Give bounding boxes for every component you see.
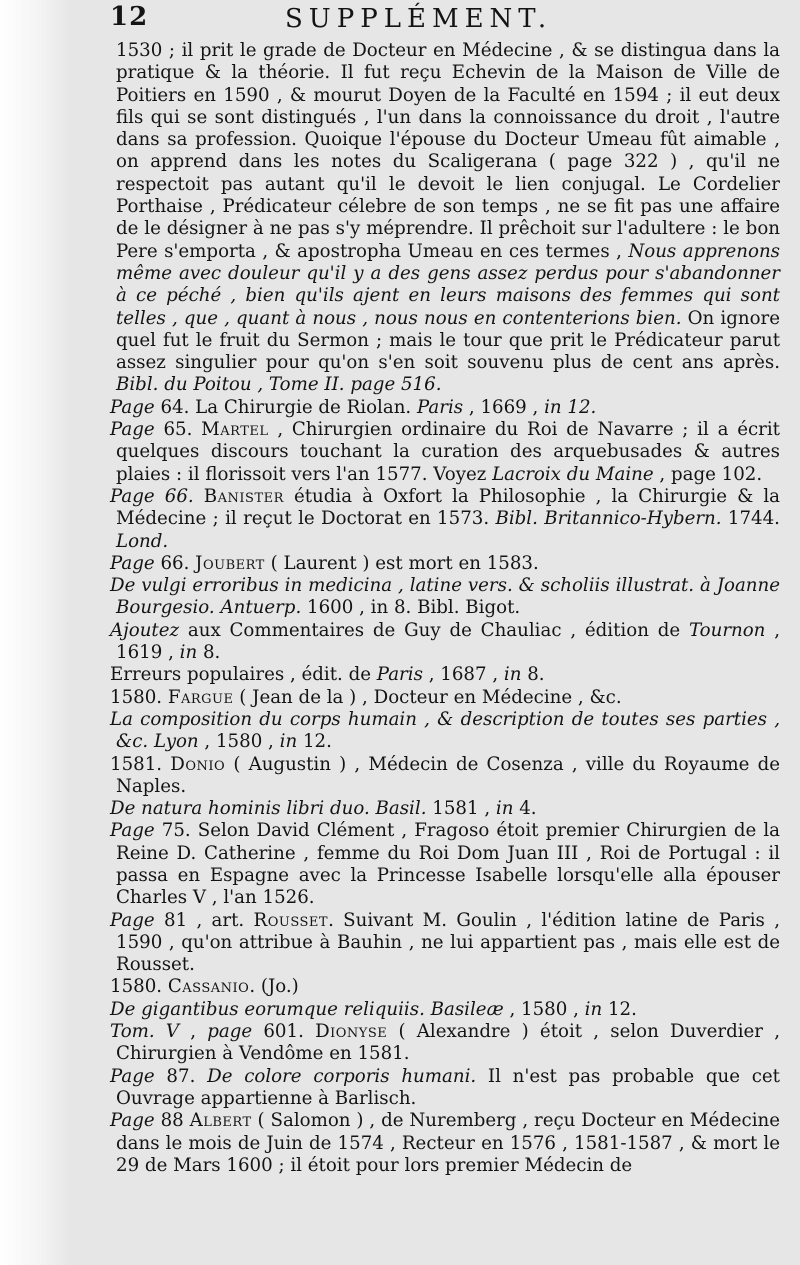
text-run: 66. — [154, 552, 196, 574]
entry-paragraph — [110, 910, 780, 977]
text-run: 81 , art. — [154, 909, 254, 931]
page-body — [110, 40, 780, 1177]
running-title: SUPPLÉMENT. — [285, 4, 553, 34]
entry-paragraph — [110, 1066, 780, 1111]
text-run: , Chirurgien ordinaire du Roi de Navarre ; il a écrit quelques discours touchant la curation des arquebusades & autres plaies : il florissoit vers l'an 1577. Voyez — [116, 419, 780, 485]
italic-text-run: Paris — [417, 396, 464, 418]
smallcaps-name-run: Banister — [203, 485, 284, 507]
text-run: . (Jo.) — [249, 976, 299, 998]
entry-paragraph — [110, 620, 780, 665]
italic-text-run: in — [495, 798, 514, 820]
entry-paragraph — [110, 1021, 780, 1066]
entry-paragraph — [110, 709, 780, 754]
entry-paragraph — [110, 976, 780, 998]
entry-paragraph — [110, 820, 780, 909]
italic-text-run: in — [279, 731, 298, 753]
text-run: 1581 , — [426, 798, 496, 820]
smallcaps-name-run: Rousset — [253, 909, 329, 931]
text-run: 12. — [297, 731, 332, 753]
text-run: On ignore quel fut le fruit du Sermon ; mais le tour que prit le Prédicateur parut assez singulier pour qu'on s'en soit souvenu plus de cent ans après. — [116, 307, 780, 374]
text-run: 88 — [154, 1110, 190, 1132]
smallcaps-name-run: Martel — [201, 419, 269, 441]
text-run: , — [179, 1021, 208, 1043]
italic-text-run: Page — [110, 820, 155, 842]
italic-text-run: De vulgi erroribus in medicina , latine vers. & scholiis illustrat. à Joanne Bourgesio. Antuerp. — [110, 575, 780, 619]
italic-text-run: Page 66. — [110, 485, 194, 507]
italic-text-run: Nous apprenons même avec douleur qu'il y a des gens assez perdus pour s'abandonner à ce péché , bien qu'ils ajent en leurs maisons des femmes qui sont telles , que , quant à nous , nous nous en contenterions bien. — [116, 240, 780, 329]
text-run: 12. — [602, 998, 637, 1020]
italic-text-run: Bibl. du Poitou , Tome II. page 516. — [116, 374, 442, 396]
entry-paragraph — [110, 553, 780, 575]
text-run — [194, 486, 204, 507]
italic-text-run: Page — [110, 909, 155, 931]
smallcaps-name-run: Dionyse — [315, 1021, 388, 1043]
text-run: ( Alexandre ) étoit , selon Duverdier , Chirurgien à Vendôme en 1581. — [116, 1021, 780, 1065]
italic-text-run: La composition du corps humain , & description de toutes ses parties , &c. Lyon — [110, 708, 780, 753]
text-run: étudia à Oxfort la Philosophie , la Chirurgie & la Médecine ; il reçut le Doctorat en 1573. — [116, 485, 780, 530]
italic-text-run: Paris — [376, 664, 423, 686]
text-run: ( Laurent ) est mort en 1583. — [264, 552, 539, 574]
entry-paragraph — [110, 575, 780, 620]
text-run: aux Commentaires de Guy de Chauliac , édition de — [179, 619, 689, 641]
text-run: 75. Selon David Clément , Fragoso étoit premier Chirurgien de la Reine D. Catherine , femme du Roi Dom Juan III , Roi de Portugal : il passa en Espagne avec la Princesse Isabelle lorsqu'elle alla épouser Charles V , l'an 1526. — [116, 820, 780, 909]
text-run: Erreurs populaires , édit. de — [110, 664, 377, 686]
page-number: 12 — [110, 2, 149, 32]
entry-paragraph — [110, 419, 780, 486]
text-run: 64. La Chirurgie de Riolan. — [154, 396, 417, 418]
italic-text-run: Bibl. Britannico-Hybern. — [495, 508, 722, 530]
italic-text-run: Page — [110, 1110, 155, 1132]
italic-text-run: Lond. — [116, 530, 169, 552]
text-run: 8. — [197, 642, 221, 664]
smallcaps-name-run: Donio — [170, 753, 226, 775]
italic-text-run: in — [503, 664, 522, 686]
italic-text-run: Tom. V — [110, 1021, 180, 1043]
italic-text-run: Tournon — [688, 619, 766, 641]
italic-text-run: in — [584, 998, 603, 1020]
entry-paragraph — [110, 40, 780, 397]
entry-paragraph — [110, 664, 780, 686]
entry-paragraph — [110, 687, 780, 709]
text-run: 87. — [154, 1065, 208, 1087]
text-run: . Suivant M. Goulin , l'édition latine de Paris , 1590 , qu'on attribue à Bauhin , ne lui appartient pas , mais elle est de Rousset. — [116, 909, 780, 976]
text-run: , 1580 , — [503, 998, 585, 1020]
entry-paragraph — [110, 486, 780, 553]
italic-text-run: Page — [110, 552, 155, 574]
smallcaps-name-run: Joubert — [195, 552, 265, 574]
smallcaps-name-run: Cassanio — [167, 976, 250, 998]
entry-paragraph — [110, 798, 780, 820]
italic-text-run: Page — [110, 396, 155, 418]
text-run: 1580. — [110, 976, 168, 998]
italic-text-run: in 12. — [544, 396, 597, 418]
entry-paragraph — [110, 754, 780, 799]
text-run: 1744. — [721, 508, 780, 530]
text-run: , 1619 , — [116, 619, 780, 664]
text-run: , 1580 , — [198, 731, 280, 753]
smallcaps-name-run: Fargue — [167, 686, 234, 708]
text-run: 65. — [154, 419, 202, 441]
smallcaps-name-run: Albert — [189, 1110, 252, 1132]
text-run: Il n'est pas probable que cet Ouvrage appartienne à Barlisch. — [116, 1065, 780, 1109]
text-run: 1581. — [110, 753, 171, 775]
italic-text-run: Ajoutez — [110, 619, 180, 641]
italic-text-run: De gigantibus eorumque reliquiis. Basileæ — [110, 998, 504, 1020]
italic-text-run: page — [207, 1021, 253, 1043]
text-run: 1600 , in 8. Bibl. Bigot. — [301, 597, 521, 619]
text-run: , 1669 , — [463, 396, 545, 418]
page-header — [110, 0, 780, 40]
text-run: 1580. — [110, 686, 168, 708]
entry-paragraph — [110, 1110, 780, 1177]
italic-text-run: in — [179, 642, 198, 664]
text-run: 601. — [252, 1021, 316, 1043]
text-run: , page 102. — [653, 463, 763, 485]
italic-text-run: Page — [110, 1065, 155, 1087]
entry-paragraph — [110, 397, 780, 419]
text-run: ( Augustin ) , Médecin de Cosenza , ville du Royaume de Naples. — [116, 753, 780, 797]
italic-text-run: De natura hominis libri duo. Basil. — [110, 798, 427, 820]
text-run: 1530 ; il prit le grade de Docteur en Médecine , & se distingua dans la pratique & la théorie. Il fut reçu Echevin de la Maison de Ville de Poitiers en 1590 , & mourut Doyen de la Faculté en 1594 ; il eut deux fils qui se sont distingués , l'un dans la connoissance du droit , l'autre dans sa profession. Quoique l'épouse du Docteur Umeau fût aimable , on apprend dans les notes du Scaligerana ( page 322 ) , qu'il ne respectoit pas autant qu'il le devoit le lien conjugal. Le Cordelier Porthaise , Prédicateur célebre de son temps , ne se fit pas une affaire de le désigner à ne pas s'y méprendre. Il prêchoit sur l'adultere : le bon Pere s'emporta , & apostropha Umeau en ces termes , — [116, 40, 780, 262]
text-run: ( Salomon ) , de Nuremberg , reçu Docteur en Médecine dans le mois de Juin de 1574 , Recteur en 1576 , 1581-1587 , & mort le 29 de Mars 1600 ; il étoit pour lors premier Médecin de — [116, 1110, 780, 1176]
text-run: , 1687 , — [422, 664, 504, 686]
text-run: 4. — [513, 798, 537, 820]
text-run: 8. — [521, 664, 545, 686]
text-run: ( Jean de la ) , Docteur en Médecine , &c. — [233, 686, 622, 708]
italic-text-run: Lacroix du Maine — [492, 463, 654, 485]
entry-paragraph — [110, 999, 780, 1021]
italic-text-run: Page — [110, 419, 155, 441]
italic-text-run: De colore corporis humani. — [207, 1065, 477, 1087]
